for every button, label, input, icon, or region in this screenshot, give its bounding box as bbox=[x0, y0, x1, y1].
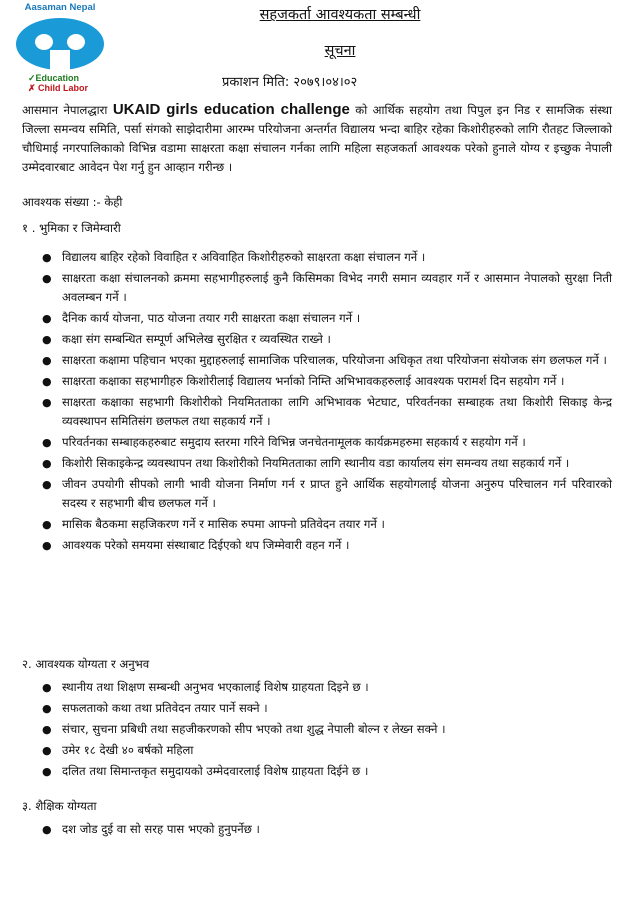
bullet-icon: ● bbox=[42, 436, 52, 449]
logo-face-icon bbox=[14, 16, 106, 72]
section-heading-qualification: २. आवश्यक योग्यता र अनुभव bbox=[22, 657, 150, 671]
bullet-icon: ● bbox=[42, 681, 52, 694]
list-item: ● दश जोड दुई वा सो सरह पास भएको हुनुपर्नेछ । bbox=[40, 820, 612, 839]
list-item: ● कक्षा संग सम्बन्धित सम्पूर्ण अभिलेख सुरक्षित र व्यवस्थित राख्ने । bbox=[40, 330, 612, 349]
notice-subtitle: सूचना bbox=[324, 43, 356, 59]
bullet-icon: ● bbox=[42, 744, 52, 757]
list-item: ● परिवर्तनका सम्बाहकहरुबाट समुदाय स्तरमा गरिने विभिन्न जनचेतनामूलक कार्यक्रमहरुमा सहकार्य र सहयोग गर्ने । bbox=[40, 433, 612, 452]
list-item: ● स्थानीय तथा शिक्षण सम्बन्धी अनुभव भएकालाई विशेष ग्राहयता दिइने छ । bbox=[40, 678, 612, 697]
list-item: ● साक्षरता कक्षाका सहभागी किशोरीको नियमितताका लागि अभिभावक भेटघाट, परिवर्तनका सम्बाहक तथा किशोरी सिकाइ केन्द्र व्यवस्थापन समितिसंग छलफल तथा सहकार्य गर्ने । bbox=[42, 395, 612, 428]
bullet-icon: ● bbox=[42, 702, 52, 715]
bullet-icon: ● bbox=[42, 333, 52, 346]
list-item: ● संचार, सुचना प्रबिधी तथा सहजीकरणको सीप भएको तथा शुद्ध नेपाली बोल्न र लेख्न सक्ने । bbox=[40, 720, 612, 739]
section-heading-education: ३. शैक्षिक योग्यता bbox=[22, 799, 97, 813]
notice-title: सहजकर्ता आवश्यकता सम्बन्धी bbox=[259, 7, 421, 23]
bullet-icon: ● bbox=[42, 765, 52, 778]
bullet-icon: ● bbox=[42, 251, 52, 264]
section-heading-roles: १ . भुमिका र जिमेम्वारी bbox=[22, 221, 121, 235]
intro-part-1: आसमान नेपालद्धारा bbox=[22, 103, 113, 117]
list-item: ● साक्षरता कक्षामा पहिचान भएका मुद्दाहरुलाई सामाजिक परिचालक, परियोजना अधिकृत तथा परियोजना संयोजक संग छलफल गर्ने । bbox=[40, 351, 612, 370]
qualification-list bbox=[40, 678, 612, 783]
education-list bbox=[40, 820, 612, 841]
publication-date: प्रकाशन मिति: २०७९।०४।०२ bbox=[222, 75, 358, 90]
bullet-icon: ● bbox=[42, 457, 52, 470]
bullet-icon: ● bbox=[42, 354, 52, 367]
roles-list bbox=[40, 248, 612, 557]
list-item: ● किशोरी सिकाइकेन्द्र व्यवस्थापन तथा किशोरीको नियमितताका लागि स्थानीय वडा कार्यालय संग समन्वय तथा सहकार्य गर्ने । bbox=[40, 454, 612, 473]
logo-org-name: Aasaman Nepal bbox=[24, 2, 96, 13]
intro-paragraph bbox=[22, 100, 612, 177]
list-item: ● सफलताको कथा तथा प्रतिवेदन तयार पार्ने सक्ने । bbox=[40, 699, 612, 718]
bullet-icon: ● bbox=[42, 272, 52, 285]
list-item: ● साक्षरता कक्षा संचालनको क्रममा सहभागीहरुलाई कुनै किसिमका विभेद नगरी समान व्यवहार गर्ने र आसमान नेपालको सुरक्षा निती अवलम्बन गर्ने । bbox=[42, 271, 612, 304]
list-item: ● मासिक बैठकमा सहजिकरण गर्ने र मासिक रुपमा आफ्नो प्रतिवेदन तयार गर्ने । bbox=[40, 515, 612, 534]
bullet-icon: ● bbox=[42, 478, 52, 491]
aasaman-nepal-logo bbox=[6, 2, 116, 98]
list-item: ● उमेर १८ देखी ४० बर्षको महिला bbox=[40, 741, 612, 760]
bullet-icon: ● bbox=[42, 539, 52, 552]
bullet-icon: ● bbox=[42, 723, 52, 736]
logo-tag-education: ✓Education bbox=[28, 73, 80, 83]
bullet-icon: ● bbox=[42, 375, 52, 388]
list-item: ● आवश्यक परेको समयमा संस्थाबाट दिईएको थप जिम्मेवारी वहन गर्ने । bbox=[40, 536, 612, 555]
bullet-icon: ● bbox=[42, 312, 52, 325]
required-count: आवश्यक संख्या :- केही bbox=[22, 195, 123, 209]
list-item: ● साक्षरता कक्षाका सहभागीहरु किशोरीलाई विद्यालय भर्नाको निम्ति अभिभावकहरुलाई आवश्यक परामर्श दिन सहयोग गर्ने । bbox=[40, 372, 612, 391]
program-name: UKAID girls education challenge bbox=[112, 101, 350, 118]
list-item: ● विद्यालय बाहिर रहेको विवाहित र अविवाहित किशोरीहरुको साक्षरता कक्षा संचालन गर्ने । bbox=[40, 248, 612, 267]
list-item: ● जीवन उपयोगी सीपको लागी भावी योजना निर्माण गर्न र प्राप्त हुने आर्थिक सहयोगलाई योजना अनुरुप परिचालन गर्न परिवारको सदस्य र सहभागी बीच छलफल गर्ने । bbox=[42, 477, 612, 510]
bullet-icon: ● bbox=[42, 518, 52, 531]
list-item: ● दैनिक कार्य योजना, पाठ योजना तयार गरी साक्षरता कक्षा संचालन गर्ने । bbox=[40, 309, 612, 328]
bullet-icon: ● bbox=[42, 396, 52, 409]
intro-part-2: को आर्थिक सहयोग तथा पिपुल इन निड र सामजिक संस्था जिल्ला समन्वय समिति, पर्सा संगको साझेदारीमा आरम्भ परियोजना अन्तर्गत विद्यालय भन्दा बाहिर रहेका किशोरीहरुको लागि रौतहट जिल्लाको चौधिमाई नगरपालिकाको विभिन्न वडामा साक्षरता कक्षा संचालन गर्नका लागि महिला सहजकर्ता आवश्यक परेको हुनाले योग्य र इच्छुक नेपाली उम्मेदवारबाट आवेदन पेश गर्नु हुन आव्हान गरीन्छ । bbox=[22, 103, 612, 174]
list-item: ● दलित तथा सिमान्तकृत समुदायको उम्मेदवारलाई विशेष ग्राहयता दिईने छ । bbox=[40, 762, 612, 781]
logo-tag-child-labor: ✗ Child Labor bbox=[28, 83, 89, 93]
bullet-icon: ● bbox=[42, 823, 52, 836]
